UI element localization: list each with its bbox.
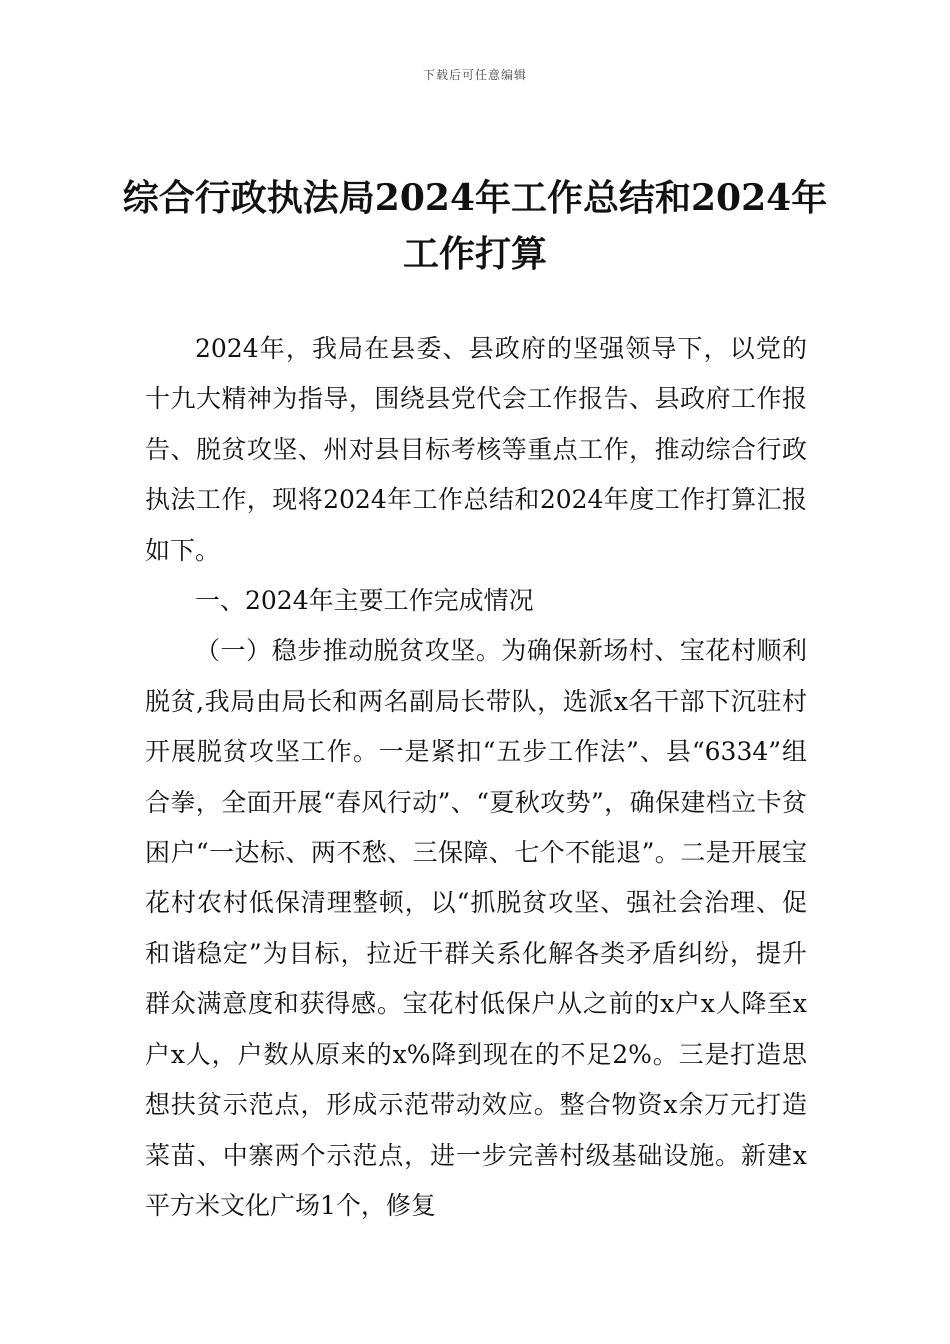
header-note: 下载后可任意编辑	[422, 68, 527, 82]
intro-paragraph: 2024年，我局在县委、县政府的坚强领导下，以党的十九大精神为指导，围绕县党代会工作报告、县政府工作报告、脱贫攻坚、州对县目标考核等重点工作，推动综合行政执法工作，现将2024年工作总结和2024年度工作打算汇报如下。	[145, 334, 807, 565]
section-item-paragraph: （一）稳步推动脱贫攻坚。为确保新场村、宝花村顺利脱贫,我局由局长和两名副局长带队，选派x名干部下沉驻村开展脱贫攻坚工作。一是紧扣“五步工作法”、县“6334”组合拳，全面开展“春风行动”、“夏秋攻势”，确保建档立卡贫困户“一达标、两不愁、三保障、七个不能退”。二是开展宝花村农村低保清理整顿，以“抓脱贫攻坚、强社会治理、促和谐稳定”为目标，拉近干群关系化解各类矛盾纠纷，提升群众满意度和获得感。宝花村低保户从之前的x户x人降至x户x人，户数从原来的x%降到现在的不足2%。三是打造思想扶贫示范点，形成示范带动效应。整合物资x余万元打造菜苗、中寨两个示范点，进一步完善村级基础设施。新建x平方米文化广场1个，修复	[145, 636, 807, 1220]
title-line-2: 工作打算	[402, 233, 547, 275]
title-line-1: 综合行政执法局2024年工作总结和2024年	[122, 177, 828, 219]
document-title	[110, 170, 840, 282]
section-heading: 一、2024年主要工作完成情况	[195, 586, 534, 616]
document-body	[145, 324, 807, 1231]
